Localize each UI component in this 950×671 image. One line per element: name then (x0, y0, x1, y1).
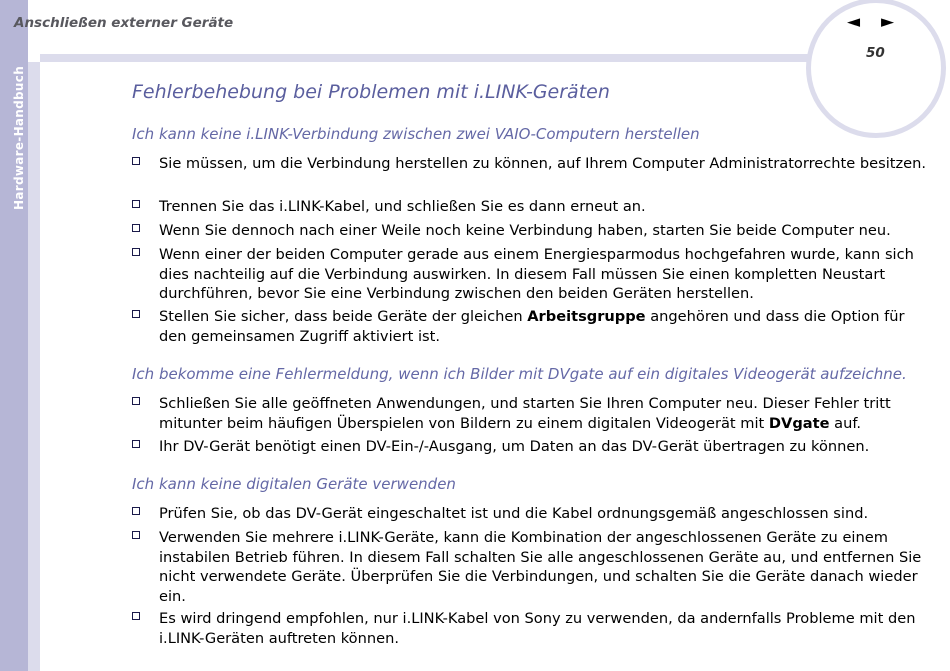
list-item (132, 197, 932, 217)
sidebar-strip (28, 62, 40, 671)
list-item-text: Trennen Sie das i.LINK-Kabel, und schließen Sie es dann erneut an. (159, 198, 646, 215)
section-heading-ilink-connection: Ich kann keine i.LINK-Verbindung zwischen zwei VAIO-Computern herstellen (132, 125, 700, 143)
bullet-icon (132, 612, 140, 620)
bullet-icon (132, 200, 140, 208)
section-heading-digital-devices: Ich kann keine digitalen Geräte verwenden (132, 475, 456, 493)
bullet-icon (132, 397, 140, 405)
bullet-icon (132, 157, 140, 165)
bullet-icon (132, 310, 140, 318)
bullet-icon (132, 248, 140, 256)
list-item (132, 154, 932, 174)
list-item-text: Sie müssen, um die Verbindung herstellen zu können, auf Ihrem Computer Administratorrechte besitzen. (159, 155, 927, 172)
header-title: Anschließen externer Geräte (14, 15, 234, 31)
list-item (132, 504, 932, 524)
bullet-icon (132, 531, 140, 539)
list-item-text: Wenn Sie dennoch nach einer Weile noch keine Verbindung haben, starten Sie beide Computer neu. (159, 222, 891, 239)
section-heading-dvgate-error: Ich bekomme eine Fehlermeldung, wenn ich Bilder mit DVgate auf ein digitales Videogerät aufzeichne. (132, 365, 907, 383)
list-item (132, 221, 932, 241)
header-band (40, 54, 820, 62)
nav-circle (806, 0, 946, 138)
list-item (132, 307, 932, 346)
list-item (132, 394, 932, 433)
bold-term-dvgate: DVgate (768, 414, 830, 432)
list-item-text: Prüfen Sie, ob das DV-Gerät eingeschaltet ist und die Kabel ordnungsgemäß angeschlossen sind. (159, 505, 869, 522)
previous-page-arrow-icon[interactable]: ◄ (847, 12, 861, 32)
list-item-text: Wenn einer der beiden Computer gerade aus einem Energiesparmodus hochgefahren wurde, kann sich dies nachteilig auf die Verbindung auswirken. In diesem Fall müssen Sie einen kompletten Neustart durchführen, bevor Sie eine Verbindung zwischen den beiden Geräten herstellen. (159, 246, 914, 302)
list-item (132, 245, 932, 304)
list-item-text: Stellen Sie sicher, dass beide Geräte der gleichen Arbeitsgruppe angehören und dass die Option für den gemeinsamen Zugriff aktiviert ist. (159, 308, 905, 345)
bullet-icon (132, 440, 140, 448)
list-item (132, 437, 932, 457)
sidebar-label: Hardware-Handbuch (12, 65, 26, 210)
list-item-text: Ihr DV-Gerät benötigt einen DV-Ein-/-Ausgang, um Daten an das DV-Gerät übertragen zu können. (159, 438, 870, 455)
list-item (132, 528, 932, 606)
bullet-icon (132, 224, 140, 232)
next-page-arrow-icon[interactable]: ► (881, 12, 895, 32)
list-item-text: Schließen Sie alle geöffneten Anwendungen, und starten Sie Ihren Computer neu. Dieser Fehler tritt mitunter beim häufigen Überspielen von Bildern zu einem digitalen Videogerät mit DVgate auf. (159, 395, 891, 432)
bold-term-arbeitsgruppe: Arbeitsgruppe (527, 308, 646, 325)
list-item (132, 609, 932, 648)
page-number: 50 (866, 45, 885, 61)
bullet-icon (132, 507, 140, 515)
list-item-text: Verwenden Sie mehrere i.LINK-Geräte, kann die Kombination der angeschlossenen Geräte zu einem instabilen Betrieb führen. In diesem Fall schalten Sie alle angeschlossenen Geräte au, und entfernen Sie nicht verwendete Geräte. Überprüfen Sie die Verbindungen, und schalten Sie die Geräte danach wieder ein. (159, 529, 922, 605)
list-item-text: Es wird dringend empfohlen, nur i.LINK-Kabel von Sony zu verwenden, da andernfalls Probleme mit den i.LINK-Geräten auftreten können. (159, 610, 916, 647)
page-title: Fehlerbehebung bei Problemen mit i.LINK-Geräten (132, 81, 610, 103)
